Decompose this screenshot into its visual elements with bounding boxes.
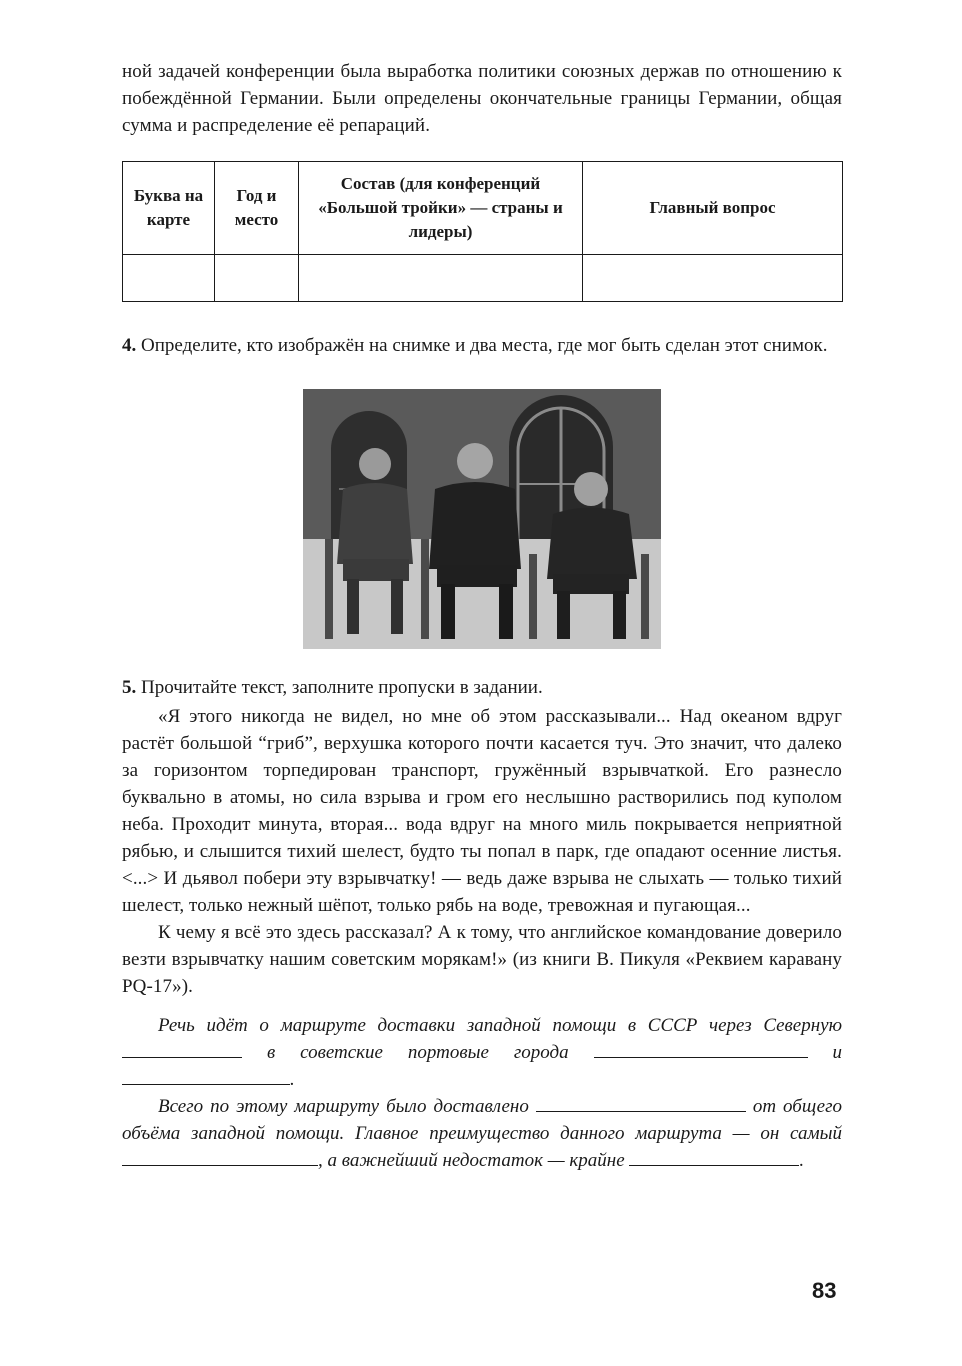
task-text: от общего объёма западной помощи. Главное преимущество данного маршрута — он самый [122, 1096, 842, 1144]
answer-blank[interactable] [122, 1147, 318, 1166]
conference-table [122, 161, 843, 302]
table-cell[interactable] [583, 255, 843, 302]
table-header-year-place: Год и место [215, 162, 299, 255]
answer-blank[interactable] [536, 1093, 746, 1112]
table-cell[interactable] [299, 255, 583, 302]
answer-blank[interactable] [594, 1039, 808, 1058]
answer-blank[interactable] [629, 1147, 799, 1166]
task-text: . [290, 1069, 295, 1090]
fill-in-task [122, 1012, 842, 1174]
question-4 [122, 332, 842, 359]
task-text: и [832, 1042, 843, 1063]
quote-paragraph-2: К чему я всё это здесь рассказал? А к тому, что английское командование доверило везти взрывчатку нашим советским морякам!» (из книги В. Пикуля «Реквием каравану PQ-17»). [122, 922, 842, 997]
task-text: Всего по этому маршруту было доставлено [158, 1096, 529, 1117]
page-number: 83 [812, 1278, 837, 1303]
answer-blank[interactable] [122, 1039, 242, 1058]
task-text: Речь идёт о маршруте доставки западной помощи в СССР через Северную [158, 1015, 842, 1036]
table-header-composition: Состав (для конференций «Большой тройки» — страны и лидеры) [299, 162, 583, 255]
intro-paragraph: ной задачей конференции была выработка политики союзных держав по отношению к побеждённой Германии. Были определены окончательные границы Германии, общая сумма и распределение её репараций. [122, 61, 842, 136]
fill-in-sentence-1 [122, 1012, 842, 1093]
task-text: , а важнейший недостаток — крайне [318, 1150, 625, 1171]
table-row [123, 255, 843, 302]
question-5-number: 5. [122, 677, 137, 698]
question-4-text: Определите, кто изображён на снимке и два места, где мог быть сделан этот снимок. [141, 335, 828, 356]
task-text: . [799, 1150, 805, 1171]
table-header-letter: Буква на карте [123, 162, 215, 255]
question-5 [122, 674, 842, 701]
table-header-main-question: Главный вопрос [583, 162, 843, 255]
question-4-number: 4. [122, 335, 137, 356]
photo-image [303, 389, 661, 649]
task-text: в советские портовые города [266, 1042, 569, 1063]
table-cell[interactable] [123, 255, 215, 302]
table-cell[interactable] [215, 255, 299, 302]
page-content [122, 58, 842, 1174]
answer-blank[interactable] [122, 1066, 290, 1085]
fill-in-sentence-2 [122, 1093, 842, 1174]
question-5-text: Прочитайте текст, заполните пропуски в задании. [141, 677, 543, 698]
quote-paragraph-1: «Я этого никогда не видел, но мне об этом рассказывали... Над океаном вдруг растёт большой “гриб”, верхушка которого почти касается туч. Это значит, что далеко за горизонтом торпедирован транспорт, гружённый взрывчаткой. Его разнесло буквально в атомы, но сила взрыва и гром его неслышно растворились под куполом неба. Проходит минута, вторая... вода вдруг на много миль покрывается неприятной рябью, и слышится тихий шелест, будто ты попал в парк, где опадают осенние листья. <...> И дьявол побери эту взрывчатку! — ведь даже взрыва не слыхать — только тихий шелест, только нежный шёпот, только рябь на воде, тревожная и пугающая... [122, 706, 842, 916]
historical-photo [303, 389, 661, 649]
